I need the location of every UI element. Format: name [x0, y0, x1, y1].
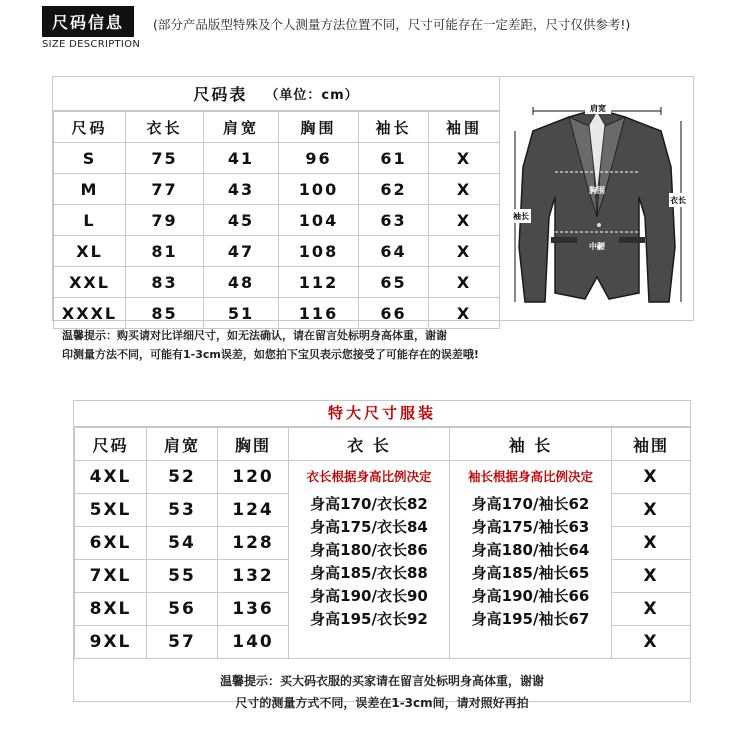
length-by-height-cell: [289, 461, 450, 659]
plus-size-cell: 140: [218, 626, 289, 659]
length-line: 身高170/衣长82: [310, 495, 428, 513]
size-table-cell: 62: [359, 174, 429, 205]
plus-size-cell: 52: [147, 461, 218, 494]
waist-label: 中腰: [589, 242, 605, 251]
table-row: [54, 298, 500, 329]
length-label: 衣长: [670, 196, 686, 205]
plus-size-header-cell: 袖 长: [450, 428, 612, 461]
size-table-cell: 104: [279, 205, 359, 236]
plus-size-grid: [74, 427, 691, 659]
size-table-cell: 79: [126, 205, 204, 236]
table-row: [54, 174, 500, 205]
sleeve-line: 身高185/袖长65: [471, 564, 590, 582]
size-table-cell: XXXL: [54, 298, 126, 329]
plus-size-header-cell: 肩宽: [147, 428, 218, 461]
length-note: 衣长根据身高比例决定: [306, 469, 432, 484]
size-table-cell: L: [54, 205, 126, 236]
size-table-cell: 43: [204, 174, 279, 205]
plus-size-header-cell: 衣 长: [289, 428, 450, 461]
size-table-cell: 75: [126, 143, 204, 174]
size-table-cell: 81: [126, 236, 204, 267]
size-table-cell: S: [54, 143, 126, 174]
size-table-header-cell: 袖围: [429, 112, 500, 143]
size-table-cell: 63: [359, 205, 429, 236]
length-line: 身高180/衣长86: [310, 541, 428, 559]
size-table-cell: X: [429, 298, 500, 329]
warm-tip: [62, 326, 479, 364]
size-table-cell: XXL: [54, 267, 126, 298]
size-table-cell: 66: [359, 298, 429, 329]
sleeve-line: 身高175/袖长63: [471, 518, 590, 536]
plus-size-cell: 5XL: [75, 494, 147, 527]
size-table-cell: 45: [204, 205, 279, 236]
size-table-title: [53, 77, 499, 111]
sleeve-by-height-cell: [450, 461, 612, 659]
size-table-cell: 65: [359, 267, 429, 298]
plus-size-cell: 56: [147, 593, 218, 626]
size-table-cell: M: [54, 174, 126, 205]
plus-size-cell: 120: [218, 461, 289, 494]
plus-size-cell: 132: [218, 560, 289, 593]
size-table-cell: 77: [126, 174, 204, 205]
plus-size-cell: 124: [218, 494, 289, 527]
warm-tip-line: 印测量方法不同，可能有1-3cm误差，如您拍下宝贝表示您接受了可能存在的误差哦!: [62, 348, 479, 361]
size-table: [52, 76, 694, 321]
length-line: 身高185/衣长88: [310, 564, 428, 582]
size-table-cell: 112: [279, 267, 359, 298]
jacket-diagram: [511, 97, 687, 311]
size-table-cell: XL: [54, 236, 126, 267]
plus-size-cell: 55: [147, 560, 218, 593]
header-note: (部分产品版型特殊及个人测量方法位置不同，尺寸可能存在一定差距，尺寸仅供参考!): [153, 17, 631, 32]
table-row: [54, 267, 500, 298]
plus-size-cell: 4XL: [75, 461, 147, 494]
plus-size-cell: 128: [218, 527, 289, 560]
size-table-header-cell: 胸围: [279, 112, 359, 143]
jacket-button: [597, 223, 601, 227]
size-table-header-cell: 肩宽: [204, 112, 279, 143]
footer-line: 尺寸的测量方式不同，误差在1-3cm间，请对照好再拍: [235, 696, 529, 710]
warm-tip-line: 温馨提示：购买请对比详细尺寸，如无法确认，请在留言处标明身高体重，谢谢: [62, 329, 447, 342]
plus-size-cell: 136: [218, 593, 289, 626]
table-divider: [499, 77, 500, 320]
size-table-header-cell: 衣长: [126, 112, 204, 143]
shoulder-label: 肩宽: [590, 104, 606, 113]
plus-size-cell: X: [612, 626, 691, 659]
size-table-grid: [53, 111, 500, 329]
size-table-cell: 100: [279, 174, 359, 205]
size-info-header: [42, 6, 140, 50]
jacket-pocket: [619, 237, 645, 243]
length-line: 身高195/衣长92: [310, 610, 428, 628]
length-line: 身高190/衣长90: [310, 587, 428, 605]
plus-size-cell: 6XL: [75, 527, 147, 560]
size-table-cell: 61: [359, 143, 429, 174]
size-table-cell: 47: [204, 236, 279, 267]
sleeve-label: 袖长: [513, 212, 529, 221]
plus-size-cell: 8XL: [75, 593, 147, 626]
table-row: [54, 143, 500, 174]
size-table-cell: 41: [204, 143, 279, 174]
size-table-header-cell: 尺码: [54, 112, 126, 143]
sleeve-note: 袖长根据身高比例决定: [467, 469, 593, 484]
size-table-cell: 96: [279, 143, 359, 174]
plus-size-cell: 7XL: [75, 560, 147, 593]
plus-size-cell: X: [612, 593, 691, 626]
plus-size-cell: 54: [147, 527, 218, 560]
size-table-header-cell: 袖长: [359, 112, 429, 143]
size-table-cell: 64: [359, 236, 429, 267]
size-table-cell: 85: [126, 298, 204, 329]
plus-size-table: [73, 400, 691, 710]
plus-size-header-cell: 胸围: [218, 428, 289, 461]
table-row: [75, 461, 691, 494]
size-table-cell: 116: [279, 298, 359, 329]
header-subtitle: SIZE DESCRIPTION: [42, 39, 141, 50]
size-table-cell: 51: [204, 298, 279, 329]
length-line: 身高175/衣长84: [310, 518, 428, 536]
size-table-cell: 83: [126, 267, 204, 298]
plus-size-cell: X: [612, 527, 691, 560]
jacket-pocket: [551, 237, 577, 243]
plus-size-title: 特大尺寸服装: [74, 401, 690, 427]
header-title: 尺码信息: [42, 6, 134, 37]
sleeve-line: 身高170/袖长62: [471, 495, 590, 513]
size-table-cell: X: [429, 236, 500, 267]
table-row: [54, 236, 500, 267]
plus-size-cell: 57: [147, 626, 218, 659]
plus-size-header-cell: 尺码: [75, 428, 147, 461]
size-table-title-text: 尺码表: [193, 85, 248, 104]
plus-size-cell: 9XL: [75, 626, 147, 659]
plus-size-cell: X: [612, 494, 691, 527]
plus-size-header-cell: 袖围: [612, 428, 691, 461]
sleeve-line: 身高195/袖长67: [471, 610, 590, 628]
size-table-cell: X: [429, 143, 500, 174]
size-table-cell: X: [429, 174, 500, 205]
sleeve-line: 身高190/袖长66: [471, 587, 590, 605]
chest-label: 胸围: [589, 186, 605, 195]
footer-line: 温馨提示：买大码衣服的买家请在留言处标明身高体重，谢谢: [219, 674, 544, 688]
size-table-cell: X: [429, 267, 500, 298]
plus-size-cell: X: [612, 560, 691, 593]
table-row: [54, 205, 500, 236]
size-table-cell: X: [429, 205, 500, 236]
size-table-cell: 48: [204, 267, 279, 298]
plus-size-cell: 53: [147, 494, 218, 527]
size-table-unit: （单位：cm）: [265, 88, 359, 103]
plus-size-footer: [74, 670, 690, 714]
sleeve-line: 身高180/袖长64: [471, 541, 590, 559]
plus-size-cell: X: [612, 461, 691, 494]
size-table-cell: 108: [279, 236, 359, 267]
